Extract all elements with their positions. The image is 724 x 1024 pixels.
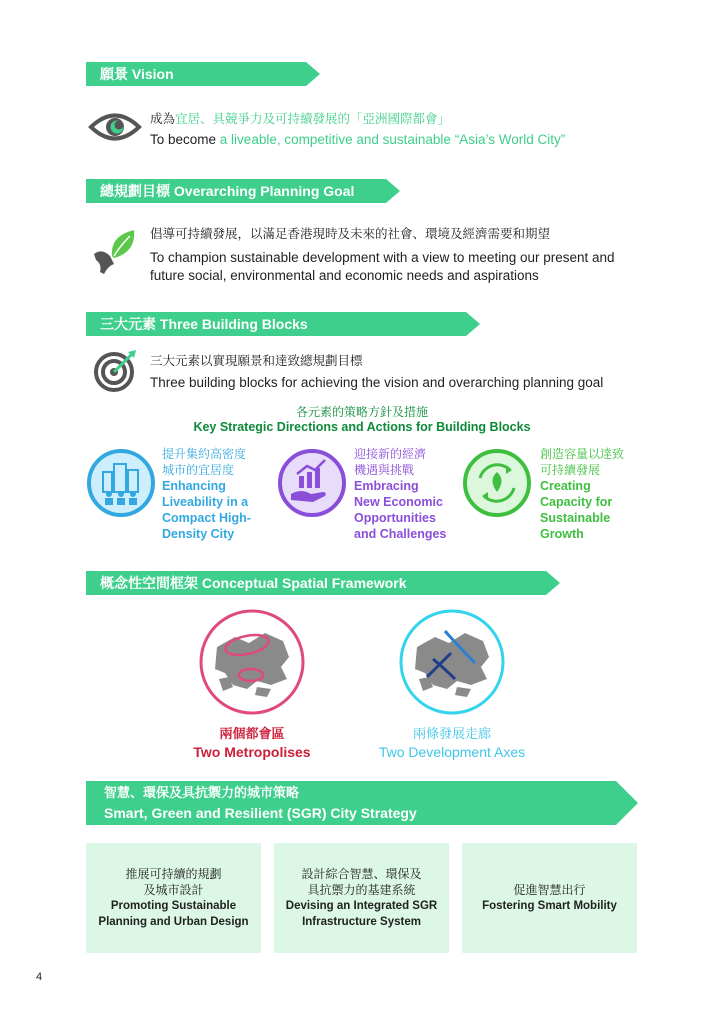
block-liveability-text	[162, 446, 251, 542]
blocks-banner	[86, 312, 466, 336]
strategy-box-infrastructure-en1: Devising an Integrated SGR	[285, 900, 438, 912]
strategy-box-mobility-en1: Fostering Smart Mobility	[482, 900, 617, 912]
strategy-box-infrastructure-en2: Infrastructure System	[302, 916, 421, 928]
page-number: 4	[36, 971, 43, 983]
block-economic-en3: Opportunities	[354, 511, 436, 525]
vision-en	[150, 131, 565, 149]
blocks-banner-label: 三大元素 Three Building Blocks	[100, 316, 308, 332]
strategy-box-planning-cn1: 推展可持續的規劃	[125, 867, 222, 881]
metropolises-cn: 兩個都會區	[219, 727, 285, 742]
block-capacity-en3: Sustainable	[540, 511, 611, 525]
block-capacity-en1: Creating	[540, 479, 591, 493]
goal-en-line2: future social, environmental and economic needs and aspirations	[150, 268, 539, 283]
block-economic-text	[354, 446, 446, 542]
block-capacity-en4: Growth	[540, 527, 584, 541]
strategy-box-infrastructure-cn2: 具抗禦力的基建系統	[307, 883, 416, 897]
strategy-banner-arrow	[616, 781, 638, 825]
city-people-icon	[86, 448, 156, 518]
vision-banner-label: 願景 Vision	[100, 66, 174, 82]
axes-en: Two Development Axes	[378, 744, 526, 760]
block-liveability-en2: Liveability in a	[162, 495, 249, 509]
block-economic-en4: and Challenges	[354, 527, 447, 541]
vision-cn-prefix: 成為	[150, 111, 176, 126]
vision-cn	[150, 110, 450, 128]
metropolises-caption	[152, 723, 352, 760]
target-icon	[94, 348, 138, 392]
axes-cn: 兩條發展走廊	[412, 727, 491, 742]
block-liveability-cn2: 城市的宜居度	[162, 463, 235, 477]
framework-banner-label: 概念性空間框架 Conceptual Spatial Framework	[100, 575, 407, 591]
strategy-banner-en: Smart, Green and Resilient (SGR) City Strategy	[104, 805, 417, 821]
vision-cn-highlight: 宜居、具競爭力及可持續發展的「亞洲國際都會」	[175, 111, 451, 126]
axes-caption	[352, 723, 552, 760]
strategy-box-planning-en2: Planning and Urban Design	[98, 916, 249, 928]
block-liveability-en1: Enhancing	[162, 479, 226, 493]
blocks-cn: 三大元素以實現願景和達致總規劃目標	[150, 353, 363, 368]
strategy-box-planning-cn2: 及城市設計	[143, 883, 204, 897]
strategy-box-infrastructure-cn1: 設計綜合智慧、環保及	[301, 867, 422, 881]
metropolises-map-icon	[197, 607, 307, 717]
strategy-box-infrastructure	[274, 843, 449, 953]
block-economic-cn2: 機遇與挑戰	[354, 463, 415, 477]
strategy-box-planning-en1: Promoting Sustainable	[110, 900, 237, 912]
block-liveability-cn1: 提升集約高密度	[162, 447, 247, 461]
block-economic-en2: New Economic	[354, 495, 443, 509]
growth-chart-icon	[277, 448, 347, 518]
strategy-box-mobility-cn1: 促進智慧出行	[513, 883, 586, 897]
block-capacity-text	[540, 446, 624, 542]
framework-banner	[86, 571, 546, 595]
block-capacity-en2: Capacity for	[540, 495, 613, 509]
goal-banner-label: 總規劃目標 Overarching Planning Goal	[100, 183, 355, 199]
blocks-subtitle-en: Key Strategic Directions and Actions for Building Blocks	[193, 420, 531, 434]
block-economic-cn1: 迎接新的經濟	[354, 447, 427, 461]
metropolises-en: Two Metropolises	[193, 744, 311, 760]
goal-banner	[86, 179, 386, 203]
block-economic-en1: Embracing	[354, 479, 419, 493]
blocks-subtitle-cn: 各元素的策略方針及措施	[295, 405, 428, 419]
goal-cn: 倡導可持續發展，以滿足香港現時及未來的社會、環境及經濟需要和期望	[150, 226, 551, 241]
blocks-en: Three building blocks for achieving the vision and overarching planning goal	[150, 375, 604, 390]
development-axes-map-icon	[397, 607, 507, 717]
vision-en-prefix: To become	[150, 132, 217, 147]
block-liveability-en4: Density City	[162, 527, 235, 541]
leaf-hand-icon	[92, 226, 138, 274]
eye-icon	[88, 110, 142, 144]
strategy-box-planning	[86, 843, 261, 953]
block-capacity-cn2: 可持續發展	[540, 463, 601, 477]
vision-banner	[86, 62, 306, 86]
strategy-box-mobility	[462, 843, 637, 953]
strategy-banner	[86, 781, 616, 825]
vision-en-highlight: a liveable, competitive and sustainable “Asia’s World City”	[216, 132, 566, 147]
block-liveability-en3: Compact High-	[162, 511, 251, 525]
strategy-banner-cn: 智慧、環保及具抗禦力的城市策略	[104, 786, 300, 801]
goal-en-line1: To champion sustainable development with a view to meeting our present and	[150, 250, 615, 265]
block-capacity-cn1: 創造容量以達致	[540, 447, 625, 461]
sustainable-cycle-icon	[462, 448, 532, 518]
